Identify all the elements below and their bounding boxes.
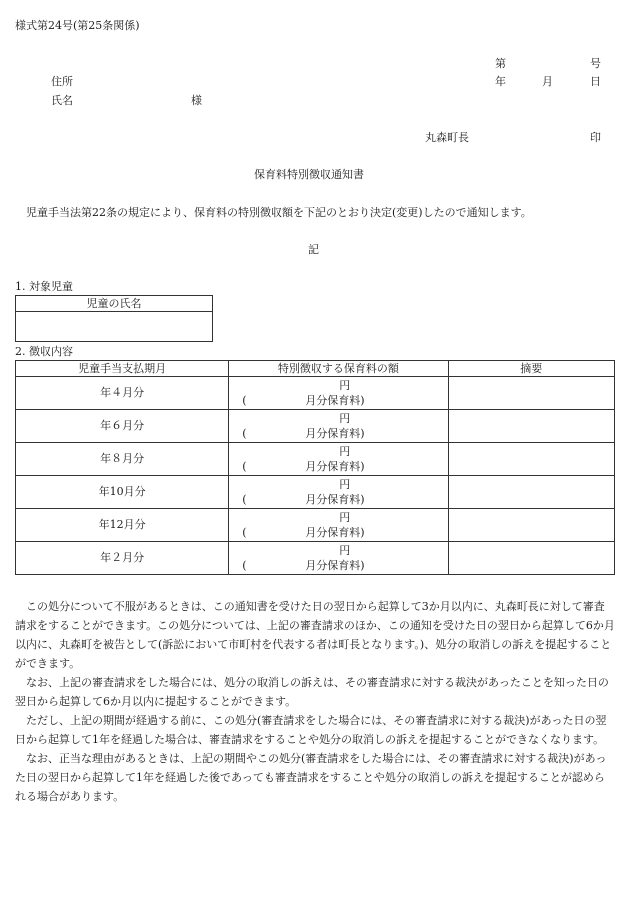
sama-suffix: 様 — [191, 94, 202, 107]
date-year: 年 — [495, 75, 506, 88]
month-fee-label: 月分保育料) — [305, 493, 365, 506]
header-fee-amount: 特別徴収する保育料の額 — [229, 361, 448, 377]
document-title: 保育料特別徴収通知書 — [254, 168, 364, 181]
child-name-header: 児童の氏名 — [16, 296, 213, 312]
month-fee-label: 月分保育料) — [305, 526, 365, 539]
child-name-cell — [16, 312, 213, 342]
collection-table — [15, 360, 615, 575]
notice-paragraph: なお、上記の審査請求をした場合には、処分の取消しの訴えは、その審査請求に対する裁決があったことを知った日の翌日から起算して6か月以内に提起することができます。 — [15, 676, 609, 708]
notice-paragraph: ただし、上記の期間が経過する前に、この処分(審査請求をした場合には、その審査請求に対する裁決)があった日の翌日から起算して1年を経過した場合は、審査請求をすることや処分の取消しの訴えを提起することができなくなります。 — [15, 714, 607, 746]
yen-label: 円 — [339, 544, 351, 557]
amount-cell — [229, 410, 448, 443]
yen-label: 円 — [339, 412, 351, 425]
open-paren: ( — [242, 526, 247, 539]
remarks-cell — [448, 542, 614, 575]
period-cell: 年12月分 — [16, 509, 229, 542]
doc-no-suffix: 号 — [590, 57, 601, 70]
table-row — [16, 443, 615, 476]
address-label: 住所 — [51, 75, 73, 88]
open-paren: ( — [242, 493, 247, 506]
period-cell: 年10月分 — [16, 476, 229, 509]
yen-label: 円 — [339, 478, 351, 491]
open-paren: ( — [242, 559, 247, 572]
table-row — [16, 410, 615, 443]
open-paren: ( — [242, 394, 247, 407]
form-number: 様式第24号(第25条関係) — [15, 19, 140, 32]
period-cell: 年４月分 — [16, 377, 229, 410]
period-cell: 年８月分 — [16, 443, 229, 476]
amount-cell — [229, 542, 448, 575]
notice-paragraph: この処分について不服があるときは、この通知書を受けた日の翌日から起算して3か月以内に、丸森町長に対して審査請求をすることができます。この処分については、上記の審査請求のほか、この通知を受けた日の翌日から起算して6か月以内に、丸森町を被告として(訴訟において市町村を代表する者は町長となります。)、処分の取消しの訴えを提起することができます。 — [15, 600, 615, 670]
remarks-cell — [448, 476, 614, 509]
amount-cell — [229, 443, 448, 476]
month-fee-label: 月分保育料) — [305, 460, 365, 473]
header-remarks: 摘要 — [448, 361, 614, 377]
remarks-cell — [448, 443, 614, 476]
table-row — [16, 377, 615, 410]
issuer: 丸森町長 — [425, 131, 469, 144]
amount-cell — [229, 476, 448, 509]
date-month: 月 — [542, 75, 553, 88]
month-fee-label: 月分保育料) — [305, 559, 365, 572]
notice-paragraph: なお、正当な理由があるときは、上記の期間やこの処分(審査請求をした場合には、その審査請求に対する裁決)があった日の翌日から起算して1年を経過した後であっても審査請求をすることや処分の取消しの訴えを提起することが認められる場合があります。 — [15, 752, 607, 803]
remarks-cell — [448, 509, 614, 542]
amount-cell — [229, 377, 448, 410]
period-cell: 年６月分 — [16, 410, 229, 443]
table-row — [16, 542, 615, 575]
remarks-cell — [448, 377, 614, 410]
section2-heading: 2. 徴収内容 — [15, 345, 73, 358]
child-name-table — [15, 295, 213, 342]
doc-no-prefix: 第 — [495, 57, 506, 70]
table-row — [16, 509, 615, 542]
open-paren: ( — [242, 460, 247, 473]
amount-cell — [229, 509, 448, 542]
seal-mark: 印 — [590, 131, 601, 144]
date-day: 日 — [590, 75, 601, 88]
ki-mark: 記 — [308, 243, 319, 256]
table-row — [16, 476, 615, 509]
section1-heading: 1. 対象児童 — [15, 280, 73, 293]
month-fee-label: 月分保育料) — [305, 427, 365, 440]
yen-label: 円 — [339, 445, 351, 458]
appeal-notice — [15, 597, 615, 806]
yen-label: 円 — [339, 511, 351, 524]
month-fee-label: 月分保育料) — [305, 394, 365, 407]
header-payment-month: 児童手当支払期月 — [16, 361, 229, 377]
remarks-cell — [448, 410, 614, 443]
open-paren: ( — [242, 427, 247, 440]
name-label: 氏名 — [51, 94, 73, 107]
period-cell: 年２月分 — [16, 542, 229, 575]
yen-label: 円 — [339, 379, 351, 392]
intro-text: 児童手当法第22条の規定により、保育料の特別徴収額を下記のとおり決定(変更)したので通知します。 — [26, 206, 532, 219]
